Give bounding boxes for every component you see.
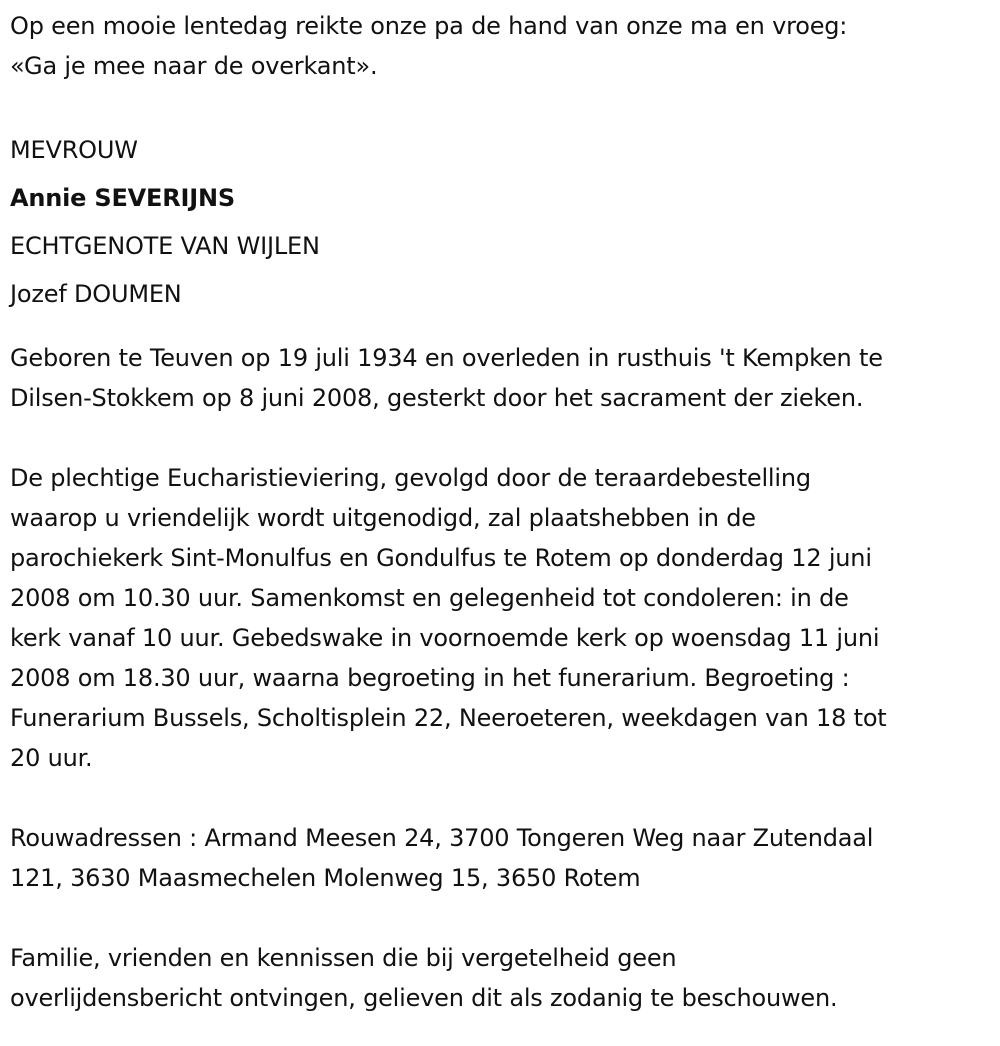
birth-death-line: Dilsen-Stokkem op 8 juni 2008, gesterkt door het sacrament der zieken. — [10, 384, 864, 412]
obituary-notice — [10, 6, 992, 1018]
ceremony-line: 2008 om 18.30 uur, waarna begroeting in het funerarium. Begroeting : — [10, 664, 850, 692]
addresses-line: Rouwadressen : Armand Meesen 24, 3700 Tongeren Weg naar Zutendaal — [10, 824, 874, 852]
spouse-name: Jozef DOUMEN — [10, 280, 182, 308]
ceremony-line: 20 uur. — [10, 744, 93, 772]
deceased-name: Annie SEVERIJNS — [10, 184, 235, 212]
birth-death-line: Geboren te Teuven op 19 juli 1934 en overleden in rusthuis 't Kempken te — [10, 344, 883, 372]
closing-line: Familie, vrienden en kennissen die bij vergetelheid geen — [10, 944, 677, 972]
ceremony-line: Funerarium Bussels, Scholtisplein 22, Neeroeteren, weekdagen van 18 tot — [10, 704, 887, 732]
closing-paragraph — [10, 938, 992, 1018]
ceremony-line: parochiekerk Sint-Monulfus en Gondulfus te Rotem op donderdag 12 juni — [10, 544, 872, 572]
addresses-paragraph — [10, 818, 992, 898]
ceremony-line: kerk vanaf 10 uur. Gebedswake in voornoemde kerk op woensdag 11 juni — [10, 624, 880, 652]
intro-line: «Ga je mee naar de overkant». — [10, 52, 378, 80]
deceased-title: MEVROUW — [10, 136, 138, 164]
ceremony-line: waarop u vriendelijk wordt uitgenodigd, zal plaatshebben in de — [10, 504, 756, 532]
intro-paragraph — [10, 6, 992, 86]
deceased-header — [10, 126, 992, 318]
closing-line: overlijdensbericht ontvingen, gelieven dit als zodanig te beschouwen. — [10, 984, 838, 1012]
ceremony-line: De plechtige Eucharistieviering, gevolgd door de teraardebestelling — [10, 464, 811, 492]
ceremony-line: 2008 om 10.30 uur. Samenkomst en gelegenheid tot condoleren: in de — [10, 584, 849, 612]
addresses-line: 121, 3630 Maasmechelen Molenweg 15, 3650 Rotem — [10, 864, 641, 892]
deceased-relation: ECHTGENOTE VAN WIJLEN — [10, 232, 320, 260]
intro-line: Op een mooie lentedag reikte onze pa de hand van onze ma en vroeg: — [10, 12, 848, 40]
ceremony-paragraph — [10, 458, 992, 778]
birth-death-paragraph — [10, 338, 992, 418]
